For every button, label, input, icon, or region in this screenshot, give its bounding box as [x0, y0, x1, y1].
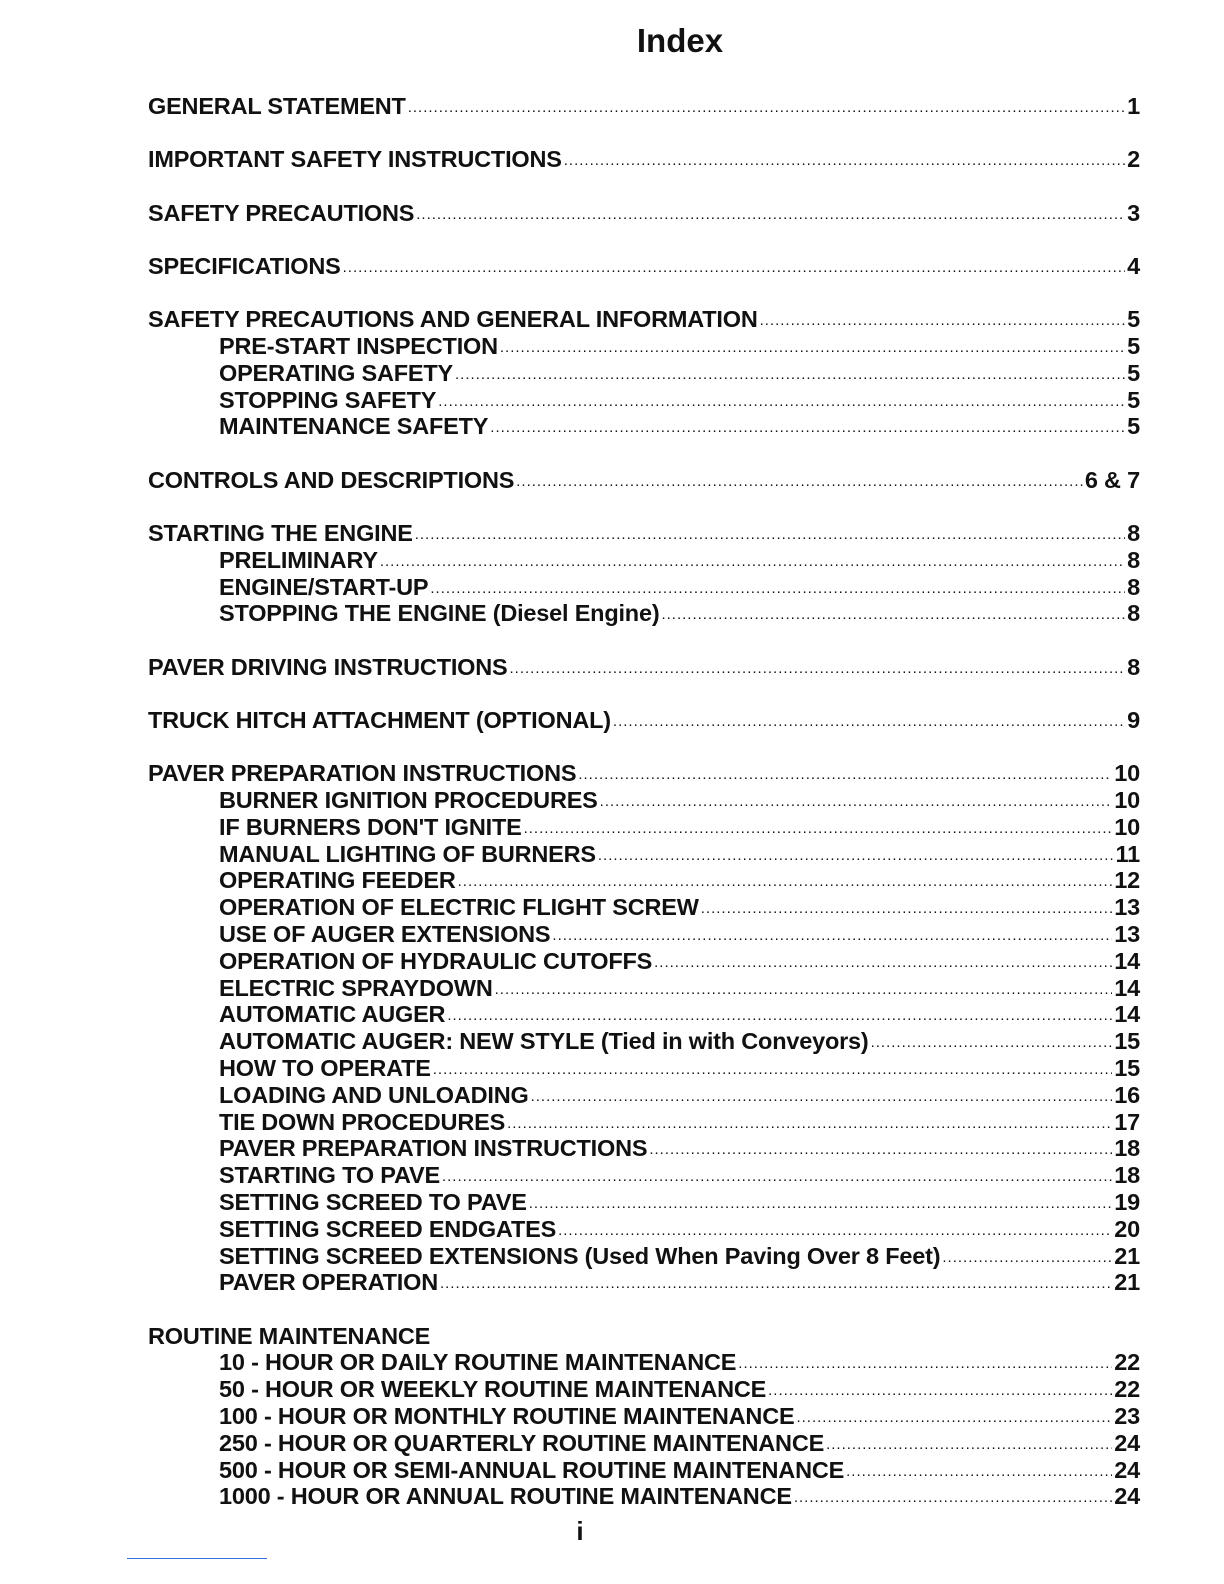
toc-entry-label: TIE DOWN PROCEDURES [219, 1108, 506, 1135]
toc-entry-label: PAVER PREPARATION INSTRUCTIONS [148, 760, 577, 787]
toc-entry-label: ROUTINE MAINTENANCE [148, 1322, 431, 1349]
toc-entry[interactable] [148, 200, 1140, 227]
toc-subentry[interactable] [148, 867, 1140, 894]
toc-entry-page: 6 & 7 [1084, 466, 1140, 493]
toc-entry-label: SAFETY PRECAUTIONS AND GENERAL INFORMATION [148, 306, 758, 333]
toc-entry-label: SPECIFICATIONS [148, 252, 341, 279]
toc-entry-page: 8 [1127, 546, 1140, 573]
toc-entry-label: STOPPING THE ENGINE (Diesel Engine) [219, 600, 660, 627]
toc-entry-label: OPERATING SAFETY [219, 359, 453, 386]
toc-entry-page: 24 [1114, 1429, 1140, 1456]
toc-subentry[interactable] [148, 600, 1140, 627]
toc-entry-label: USE OF AUGER EXTENSIONS [219, 921, 551, 948]
toc-entry-page: 14 [1114, 1001, 1140, 1028]
toc-subentry[interactable] [148, 387, 1140, 414]
toc-entry-label: OPERATION OF HYDRAULIC CUTOFFS [219, 947, 653, 974]
toc-entry[interactable] [148, 520, 1140, 547]
toc-entry-page: 22 [1114, 1376, 1140, 1403]
toc-entry-page: 9 [1127, 706, 1140, 733]
dot-leader [564, 144, 1125, 175]
toc-entry-label: PRE-START INSPECTION [219, 332, 498, 359]
toc-entry-page: 8 [1127, 600, 1140, 627]
toc-entry[interactable] [148, 707, 1140, 734]
toc-subentry[interactable] [148, 1055, 1140, 1082]
toc-entry-page: 5 [1127, 386, 1140, 413]
toc-entry-page: 16 [1114, 1081, 1140, 1108]
toc-entry-label: IF BURNERS DON'T IGNITE [219, 813, 522, 840]
toc-subentry[interactable] [148, 413, 1140, 440]
dot-leader [661, 598, 1125, 629]
toc-entry-page: 18 [1114, 1135, 1140, 1162]
toc-subentry[interactable] [148, 1269, 1140, 1296]
toc-entry[interactable] [148, 146, 1140, 173]
toc-subentry[interactable] [148, 894, 1140, 921]
toc-entry[interactable] [148, 654, 1140, 681]
toc-entry-label: HOW TO OPERATE [219, 1055, 431, 1082]
toc-subentry[interactable] [148, 1109, 1140, 1136]
toc-entry-page: 10 [1114, 787, 1140, 814]
toc-entry-label: SETTING SCREED ENDGATES [219, 1215, 557, 1242]
toc-subentry[interactable] [148, 1457, 1140, 1484]
toc-entry-label: ENGINE/START-UP [219, 573, 429, 600]
dot-leader [490, 411, 1125, 442]
dot-leader [416, 198, 1125, 229]
toc-subentry[interactable] [148, 333, 1140, 360]
toc-subentry[interactable] [148, 1376, 1140, 1403]
table-of-contents [148, 93, 1140, 1510]
toc-subentry[interactable] [148, 1430, 1140, 1457]
toc-entry-page: 8 [1127, 573, 1140, 600]
toc-subentry[interactable] [148, 814, 1140, 841]
toc-entry-page: 4 [1127, 252, 1140, 279]
dot-leader [613, 705, 1125, 736]
toc-entry-label: IMPORTANT SAFETY INSTRUCTIONS [148, 146, 562, 173]
toc-entry[interactable] [148, 467, 1140, 494]
toc-entry-label: BURNER IGNITION PROCEDURES [219, 787, 598, 814]
toc-entry-page: 5 [1127, 359, 1140, 386]
dot-leader [440, 1267, 1112, 1298]
toc-entry-page: 19 [1114, 1189, 1140, 1215]
toc-subentry[interactable] [148, 1403, 1140, 1430]
toc-entry-page: 24 [1114, 1483, 1140, 1510]
toc-entry-page: 5 [1127, 332, 1140, 359]
toc-entry-label: 100 - HOUR OR MONTHLY ROUTINE MAINTENANCE [219, 1403, 795, 1430]
toc-entry-label: OPERATING FEEDER [219, 867, 456, 894]
toc-entry-label: 1000 - HOUR OR ANNUAL ROUTINE MAINTENANCE [219, 1483, 792, 1510]
toc-entry-page: 5 [1127, 306, 1140, 333]
footer-rule [127, 1558, 267, 1559]
toc-entry-label: STARTING TO PAVE [219, 1162, 440, 1189]
toc-subentry[interactable] [148, 975, 1140, 1002]
toc-entry-page: 21 [1114, 1242, 1140, 1269]
toc-subentry[interactable] [148, 574, 1140, 601]
toc-entry-page: 13 [1114, 894, 1140, 921]
toc-entry-page: 15 [1114, 1028, 1140, 1055]
toc-entry-label: MANUAL LIGHTING OF BURNERS [219, 840, 596, 867]
toc-entry-page: 15 [1114, 1055, 1140, 1082]
toc-entry-label: SETTING SCREED TO PAVE [219, 1189, 527, 1215]
toc-entry-label: ELECTRIC SPRAYDOWN [219, 974, 493, 1001]
toc-entry-page: 10 [1114, 760, 1140, 787]
toc-entry-page: 18 [1114, 1162, 1140, 1189]
toc-subentry[interactable] [148, 1483, 1140, 1510]
toc-entry-label: OPERATION OF ELECTRIC FLIGHT SCREW [219, 894, 699, 921]
toc-subentry[interactable] [148, 547, 1140, 574]
toc-entry-page: 8 [1127, 519, 1140, 546]
page-title: Index [636, 22, 724, 59]
toc-entry-page: 14 [1114, 947, 1140, 974]
dot-leader [510, 652, 1126, 683]
toc-entry-page: 21 [1114, 1269, 1140, 1296]
toc-entry-page: 2 [1127, 146, 1140, 173]
toc-subentry[interactable] [148, 1082, 1140, 1109]
toc-entry-label: PRELIMINARY [219, 546, 378, 573]
toc-entry-label: GENERAL STATEMENT [148, 93, 406, 119]
toc-entry-page: 20 [1114, 1215, 1140, 1242]
toc-entry[interactable] [148, 306, 1140, 333]
toc-subentry[interactable] [148, 360, 1140, 387]
dot-leader [343, 251, 1126, 282]
toc-entry-label: SETTING SCREED EXTENSIONS (Used When Paving Over 8 Feet) [219, 1242, 941, 1269]
toc-entry-page: 23 [1114, 1403, 1140, 1430]
toc-subentry[interactable] [148, 1162, 1140, 1189]
toc-subentry[interactable] [148, 1216, 1140, 1243]
toc-entry-label: STARTING THE ENGINE [148, 519, 413, 546]
toc-subentry[interactable] [148, 1189, 1140, 1216]
toc-entry-label: 50 - HOUR OR WEEKLY ROUTINE MAINTENANCE [219, 1376, 767, 1403]
toc-entry-label: 250 - HOUR OR QUARTERLY ROUTINE MAINTENANCE [219, 1429, 825, 1456]
dot-leader [794, 1481, 1112, 1512]
toc-entry-page: 24 [1114, 1456, 1140, 1483]
toc-subentry[interactable] [148, 1028, 1140, 1055]
toc-entry-label: TRUCK HITCH ATTACHMENT (OPTIONAL) [148, 706, 611, 733]
toc-entry-page: 17 [1114, 1108, 1140, 1135]
toc-entry-page: 3 [1127, 199, 1140, 226]
toc-subentry[interactable] [148, 1001, 1140, 1028]
toc-entry-page: 22 [1114, 1349, 1140, 1376]
toc-subentry[interactable] [148, 787, 1140, 814]
toc-entry-label: 10 - HOUR OR DAILY ROUTINE MAINTENANCE [219, 1349, 737, 1376]
toc-entry[interactable] [148, 760, 1140, 787]
toc-entry-page: 11 [1115, 840, 1140, 867]
toc-entry[interactable] [148, 93, 1140, 120]
toc-subentry[interactable] [148, 921, 1140, 948]
toc-entry[interactable] [148, 1323, 1140, 1350]
toc-subentry[interactable] [148, 1349, 1140, 1376]
toc-entry-label: STOPPING SAFETY [219, 386, 437, 413]
toc-entry-label: AUTOMATIC AUGER: NEW STYLE (Tied in with Conveyors) [219, 1028, 869, 1055]
page-number: i [576, 1516, 584, 1546]
toc-entry-page: 12 [1114, 867, 1140, 894]
toc-subentry[interactable] [148, 841, 1140, 868]
toc-subentry[interactable] [148, 1243, 1140, 1270]
toc-entry-page: 5 [1127, 413, 1140, 440]
toc-entry-label: MAINTENANCE SAFETY [219, 413, 489, 440]
toc-entry-page: 10 [1114, 813, 1140, 840]
toc-entry-label: AUTOMATIC AUGER [219, 1001, 446, 1028]
toc-entry-page: 14 [1114, 974, 1140, 1001]
toc-entry-label: PAVER OPERATION [219, 1269, 438, 1296]
toc-subentry[interactable] [148, 1135, 1140, 1162]
toc-entry-label: PAVER PREPARATION INSTRUCTIONS [219, 1135, 648, 1162]
toc-entry-label: SAFETY PRECAUTIONS [148, 199, 415, 226]
toc-entry-page: 1 [1127, 93, 1140, 119]
toc-entry[interactable] [148, 253, 1140, 280]
toc-entry-label: LOADING AND UNLOADING [219, 1081, 529, 1108]
toc-subentry[interactable] [148, 948, 1140, 975]
dot-leader [408, 91, 1125, 122]
toc-entry-page: 8 [1127, 653, 1140, 680]
toc-entry-label: PAVER DRIVING INSTRUCTIONS [148, 653, 508, 680]
toc-entry-label: CONTROLS AND DESCRIPTIONS [148, 466, 515, 493]
dot-leader [516, 465, 1083, 496]
toc-entry-label: 500 - HOUR OR SEMI-ANNUAL ROUTINE MAINTENANCE [219, 1456, 845, 1483]
toc-entry-page: 13 [1114, 921, 1140, 948]
